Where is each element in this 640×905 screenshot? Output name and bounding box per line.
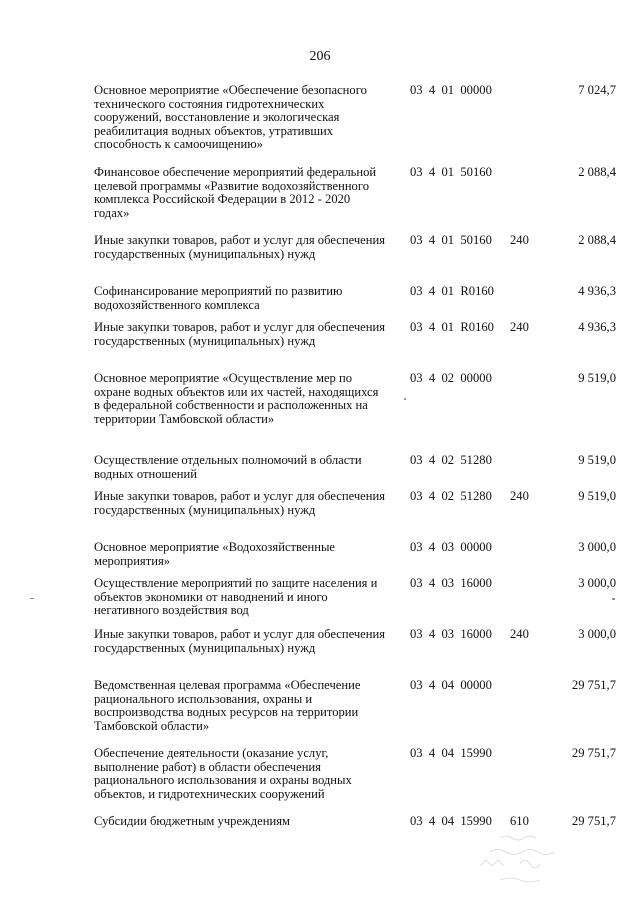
row-expense-type: 610 (510, 814, 529, 828)
row-description: Иные закупки товаров, работ и услуг для обеспечения государственных (муниципальных) нужд (94, 627, 386, 655)
row-description: Субсидии бюджетным учреждениям (94, 814, 290, 828)
row-classification-code: 03 4 01 50160 (410, 233, 492, 247)
row-description: Финансовое обеспечение мероприятий федеральной целевой программы «Развитие водохозяйственного комплекса Российской Федерации в 2012 - 2020 годах» (94, 165, 377, 220)
row-classification-code: 03 4 01 50160 (410, 165, 492, 179)
table-row (94, 454, 616, 484)
table-row (94, 577, 616, 622)
row-amount: 2 088,4 (578, 165, 616, 179)
row-classification-code: 03 4 02 51280 (410, 453, 492, 467)
table-row (94, 84, 616, 160)
row-amount: 9 519,0 (578, 371, 616, 385)
row-description: Иные закупки товаров, работ и услуг для обеспечения государственных (муниципальных) нужд (94, 320, 386, 348)
row-expense-type: 240 (510, 320, 529, 334)
row-amount: 9 519,0 (578, 489, 616, 503)
row-amount: 3 000,0 (578, 627, 616, 641)
row-amount: 2 088,4 (578, 233, 616, 247)
row-amount: 7 024,7 (578, 83, 616, 97)
row-classification-code: 03 4 02 51280 (410, 489, 492, 503)
row-description: Иные закупки товаров, работ и услуг для обеспечения государственных (муниципальных) нужд (94, 233, 386, 261)
row-classification-code: 03 4 01 R0160 (410, 284, 494, 298)
table-row (94, 628, 616, 673)
row-description: Ведомственная целевая программа «Обеспечение рационального использования, охраны и воспроизводства водных ресурсов на территории Тамбовской области» (94, 678, 361, 733)
row-description: Обеспечение деятельности (оказание услуг, выполнение работ) в области обеспечения рационального использования и охраны водных объектов, и гидротехнических сооружений (94, 746, 352, 801)
row-description: Софинансирование мероприятий по развитию водохозяйственного комплекса (94, 284, 343, 312)
row-amount: 29 751,7 (571, 678, 616, 692)
table-row (94, 234, 616, 279)
table-row (94, 541, 616, 571)
scan-speck (612, 598, 615, 600)
row-classification-code: 03 4 03 00000 (410, 540, 492, 554)
row-expense-type: 240 (510, 489, 529, 503)
row-classification-code: 03 4 01 R0160 (410, 320, 494, 334)
row-amount: 4 936,3 (578, 320, 616, 334)
table-row (94, 321, 616, 366)
row-classification-code: 03 4 03 16000 (410, 576, 492, 590)
row-amount: 29 751,7 (571, 746, 616, 760)
scan-speck (404, 398, 406, 400)
row-classification-code: 03 4 01 00000 (410, 83, 492, 97)
row-amount: 4 936,3 (578, 284, 616, 298)
row-description: Иные закупки товаров, работ и услуг для обеспечения государственных (муниципальных) нужд (94, 489, 386, 517)
faded-stamp-mark (470, 826, 600, 896)
row-description: Основное мероприятие «Осуществление мер по охране водных объектов или их частей, находящихся в федеральной собственности и расположенных на территории Тамбовской области» (94, 371, 379, 426)
row-classification-code: 03 4 04 15990 (410, 746, 492, 760)
row-description: Осуществление мероприятий по защите населения и объектов экономики от наводнений и иного негативного воздействия вод (94, 576, 378, 618)
table-row (94, 285, 616, 315)
page-number: 206 (309, 49, 331, 64)
row-description: Основное мероприятие «Обеспечение безопасного технического состояния гидротехнических сооружений, восстановление и экологическая реабилитация водных объектов, утративших способность к самоочищению» (94, 83, 367, 152)
row-amount: 29 751,7 (571, 814, 616, 828)
budget-table (94, 84, 616, 837)
table-row (94, 679, 616, 741)
row-classification-code: 03 4 04 15990 (410, 814, 492, 828)
table-row (94, 166, 616, 228)
row-amount: 9 519,0 (578, 453, 616, 467)
row-expense-type: 240 (510, 233, 529, 247)
table-row (94, 747, 616, 809)
scan-speck (30, 598, 34, 599)
row-amount: 3 000,0 (578, 576, 616, 590)
row-description: Основное мероприятие «Водохозяйственные мероприятия» (94, 540, 336, 568)
row-classification-code: 03 4 02 00000 (410, 371, 492, 385)
row-expense-type: 240 (510, 627, 529, 641)
row-amount: 3 000,0 (578, 540, 616, 554)
row-classification-code: 03 4 04 00000 (410, 678, 492, 692)
table-row (94, 372, 616, 448)
row-classification-code: 03 4 03 16000 (410, 627, 492, 641)
row-description: Осуществление отдельных полномочий в области водных отношений (94, 453, 362, 481)
table-row (94, 490, 616, 535)
